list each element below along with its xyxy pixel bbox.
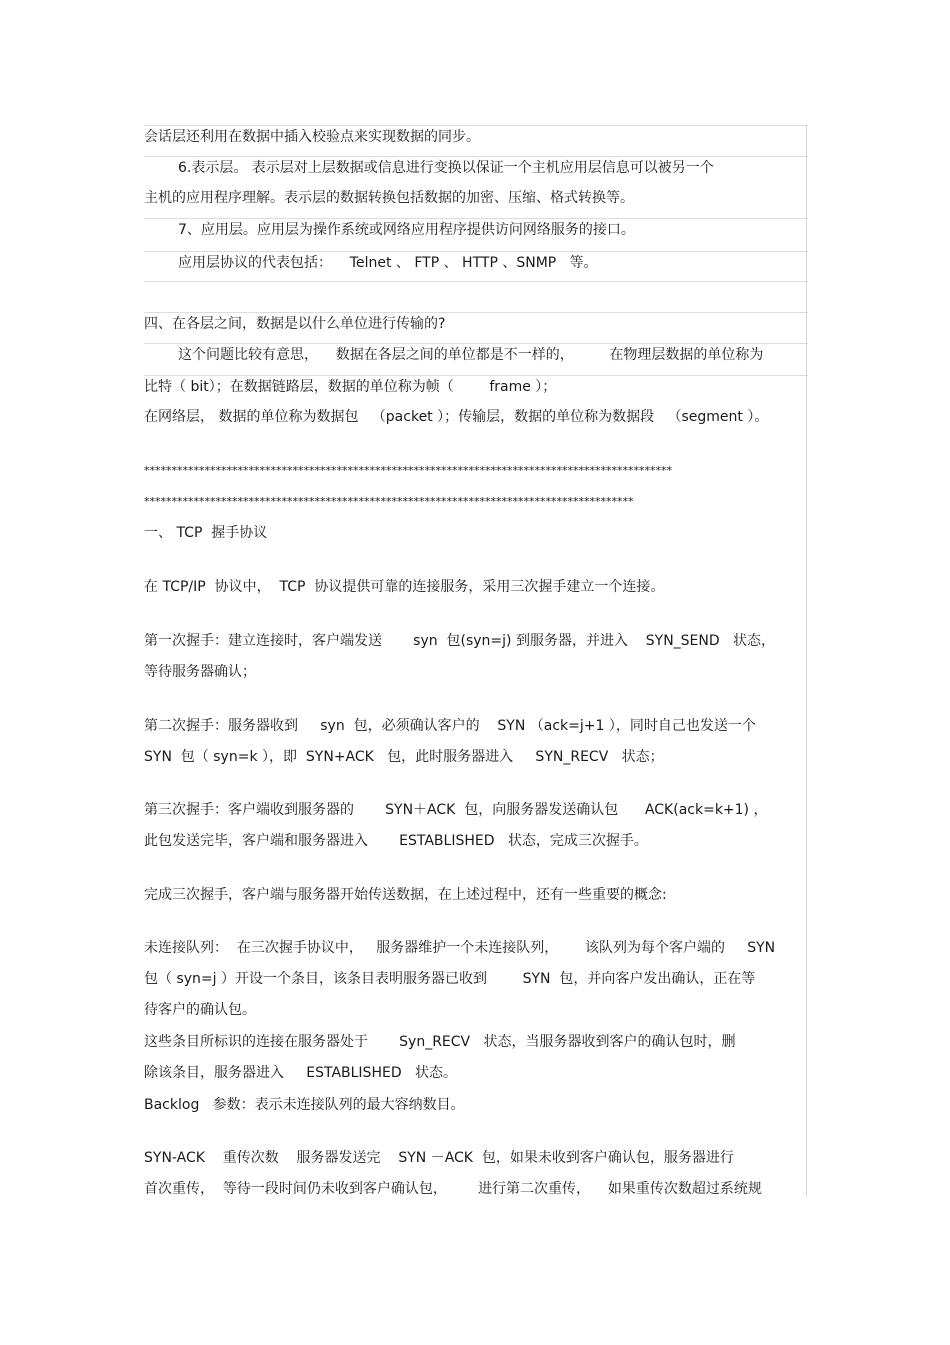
text-line: 首次重传， 等待一段时间仍未收到客户确认包， 进行第二次重传， 如果重传次数超过系统规 xyxy=(144,1181,762,1197)
text-line: 这些条目所标识的连接在服务器处于 Syn_RECV 状态，当服务器收到客户的确认包时，删 xyxy=(144,1034,736,1050)
text-line: 此包发送完毕，客户端和服务器进入 ESTABLISHED 状态，完成三次握手。 xyxy=(144,833,648,849)
separator-stars: ***************************************************************************************** xyxy=(144,495,634,508)
text-line: 待客户的确认包。 xyxy=(144,1002,256,1018)
blank-line xyxy=(144,281,808,304)
section-heading: 四、在各层之间，数据是以什么单位进行传输的? xyxy=(144,312,808,335)
text-line: Backlog 参数：表示未连接队列的最大容纳数目。 xyxy=(144,1097,465,1113)
text-line: 这个问题比较有意思， 数据在各层之间的单位都是不一样的， 在物理层数据的单位称为 xyxy=(144,343,808,365)
text-line: 第一次握手：建立连接时，客户端发送 syn 包(syn=j) 到服务器，并进入 SYN_SEND 状态， xyxy=(144,633,775,649)
text-line: 除该条目，服务器进入 ESTABLISHED 状态。 xyxy=(144,1065,457,1081)
text-line: SYN 包（ syn=k ），即 SYN+ACK 包，此时服务器进入 SYN_RECV 状态； xyxy=(144,749,664,765)
text-line: 主机的应用程序理解。表示层的数据转换包括数据的加密、压缩、格式转换等。 xyxy=(144,190,634,206)
text-line: 在 TCP/IP 协议中， TCP 协议提供可靠的连接服务，采用三次握手建立一个连接。 xyxy=(144,579,665,595)
text-line: 应用层协议的代表包括： Telnet 、 FTP 、 HTTP 、SNMP 等。 xyxy=(144,251,808,273)
text-line: 完成三次握手，客户端与服务器开始传送数据，在上述过程中，还有一些重要的概念: xyxy=(144,887,667,903)
section-heading: 一、 TCP 握手协议 xyxy=(144,525,268,541)
text-line: 比特（ bit）；在数据链路层，数据的单位称为帧（ frame ）； xyxy=(144,375,808,398)
text-line: 第三次握手：客户端收到服务器的 SYN＋ACK 包，向服务器发送确认包 ACK(ack=k+1) ， xyxy=(144,802,768,818)
text-line: 会话层还利用在数据中插入校验点来实现数据的同步。 xyxy=(144,125,808,148)
text-line: 7、应用层。应用层为操作系统或网络应用程序提供访问网络服务的接口。 xyxy=(144,218,808,240)
text-line: 等待服务器确认； xyxy=(144,664,256,680)
text-line: 包（ syn=j ）开设一个条目，该条目表明服务器已收到 SYN 包，并向客户发出确认，正在等 xyxy=(144,971,756,987)
text-line: SYN-ACK 重传次数 服务器发送完 SYN －ACK 包，如果未收到客户确认包，服务器进行 xyxy=(144,1150,734,1166)
text-line: 在网络层， 数据的单位称为数据包 （packet ）；传输层，数据的单位称为数据段 （segment ）。 xyxy=(144,409,769,425)
text-line: 6.表示层。 表示层对上层数据或信息进行变换以保证一个主机应用层信息可以被另一个 xyxy=(144,156,808,178)
separator-stars: ************************************************************************************************ xyxy=(144,464,672,477)
text-line: 第二次握手：服务器收到 syn 包，必须确认客户的 SYN （ack=j+1 ），同时自己也发送一个 xyxy=(144,718,756,734)
text-line: 未连接队列： 在三次握手协议中， 服务器维护一个未连接队列， 该队列为每个客户端的 SYN xyxy=(144,940,776,956)
